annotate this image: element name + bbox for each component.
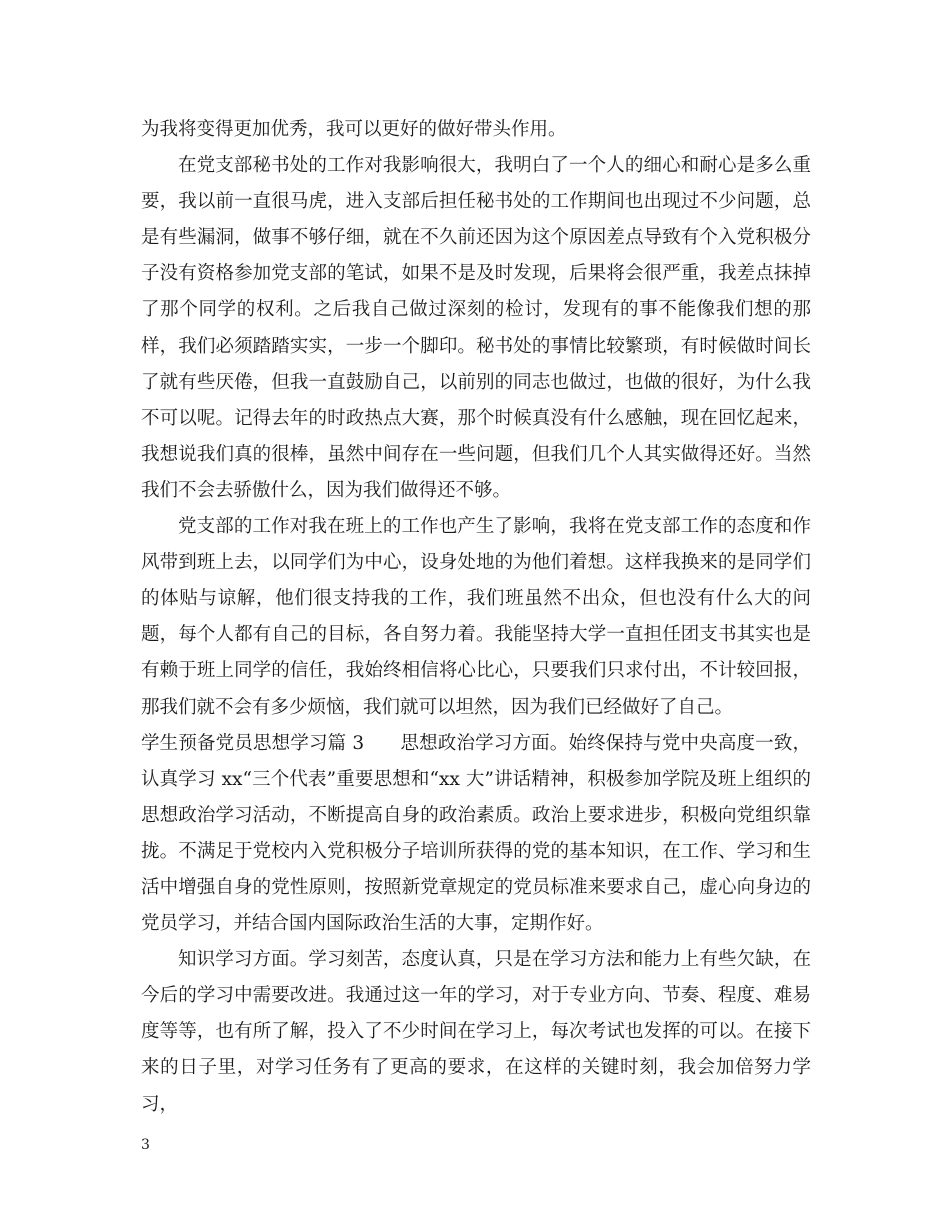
page-number: 3 (141, 1137, 150, 1153)
heading-gap (364, 733, 400, 754)
paragraph-continuation: 为我将变得更加优秀，我可以更好的做好带头作用。 (141, 119, 567, 140)
paragraph-knowledge-study: 知识学习方面。学习刻苦，态度认真，只是在学习方法和能力上有些欠缺，在今后的学习中需要改进。我通过这一年的学习，对于专业方向、节奏、程度、难易度等等，也有所了解，投入了不少时间在学习上，每次考试也发挥的可以。在接下来的日子里，对学习任务有了更高的要求，在这样的关键时刻，我会加倍努力学习， (141, 949, 811, 1115)
paragraph-secretariat-work: 在党支部秘书处的工作对我影响很大，我明白了一个人的细心和耐心是多么重要，我以前一直很马虎，进入支部后担任秘书处的工作期间也出现过不少问题，总是有些漏洞，做事不够仔细，就在不久前还因为这个原因差点导致有个入党积极分子没有资格参加党支部的笔试，如果不是及时发现，后果将会很严重，我差点抹掉了那个同学的权利。之后我自己做过深刻的检讨，发现有的事不能像我们想的那样，我们必须踏踏实实，一步一个脚印。秘书处的事情比较繁琐，有时候做时间长了就有些厌倦，但我一直鼓励自己，以前别的同志也做过，也做的很好，为什么我不可以呢。记得去年的时政热点大赛，那个时候真没有什么感触，现在回忆起来，我想说我们真的很棒，虽然中间存在一些问题，但我们几个人其实做得还好。当然我们不会去骄傲什么，因为我们做得还不够。 (141, 155, 811, 501)
paragraph-section-3 (141, 726, 811, 943)
document-body (141, 112, 811, 1123)
paragraph-class-work: 党支部的工作对我在班上的工作也产生了影响，我将在党支部工作的态度和作风带到班上去，以同学们为中心，设身处地的为他们着想。这样我换来的是同学们的体贴与谅解，他们很支持我的工作，我们班虽然不出众，但也没有什么大的问题，每个人都有自己的目标，各自努力着。我能坚持大学一直担任团支书其实也是有赖于班上同学的信任，我始终相信将心比心，只要我们只求付出，不计较回报，那我们就不会有多少烦恼，我们就可以坦然，因为我们已经做好了自己。 (141, 516, 811, 718)
section-heading: 学生预备党员思想学习篇 3 (141, 732, 365, 754)
section-first-text: 思想政治学习方面。始终保持与党中央高度一致，认真学习 xx“三个代表”重要思想和“xx 大”讲话精神，积极参加学院及班上组织的思想政治学习活动，不断提高自身的政治素质。政治上要求进步，积极向党组织靠拢。不满足于党校内入党积极分子培训所获得的党的基本知识，在工作、学习和生活中增强自身的党性原则，按照新党章规定的党员标准来要求自己，虚心向身边的党员学习，并结合国内国际政治生活的大事，定期作好。 (141, 732, 811, 935)
